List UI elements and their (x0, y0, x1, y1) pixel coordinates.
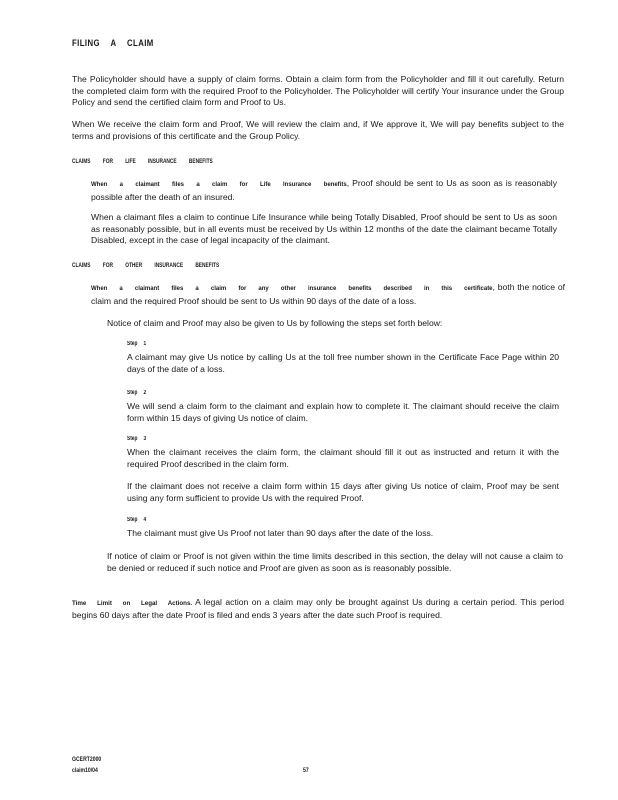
footer-version-code: claim10/04 (72, 767, 98, 774)
step-2-label: Step 2 (127, 390, 147, 396)
legal-actions-paragraph (72, 597, 564, 621)
other-claims-rest: , both the notice of claim and the required Proof should be sent to Us within 90 days of the date of a loss. (91, 282, 565, 306)
other-claims-heading: CLAIMS FOR OTHER INSURANCE BENEFITS (72, 262, 220, 269)
page-number: 57 (303, 767, 309, 774)
life-claims-paragraph-2: When a claimant files a claim to continue Life Insurance while being Totally Disabled, Proof should be sent to Us as soon as reasonably possible, but in all events must be received by Us within 12 months of the date the claimant became Totally Disabled, except in the case of legal incapacity of the claimant. (91, 212, 557, 246)
other-claims-lead: When a claimant files a claim for any other insurance benefits described in this certificate (91, 286, 493, 292)
step-4-text: The claimant must give Us Proof not later than 90 days after the date of the loss. (127, 528, 434, 538)
other-claims-paragraph-1 (91, 282, 565, 307)
step-3-extra-text: If the claimant does not receive a claim form within 15 days after giving Us notice of claim, Proof may be sent using any form sufficient to provide Us with the required Proof. (127, 481, 559, 503)
footer-form-code: GCERT2000 (72, 756, 102, 763)
intro-paragraph-1: The Policyholder should have a supply of claim forms. Obtain a claim form from the Policyholder and fill it out carefully. Return the completed claim form with the required Proof to the Policyholder. The Policyholder will certify Your insurance under the Group Policy and send the certified claim form and Proof to Us. (72, 74, 564, 108)
step-2-text: We will send a claim form to the claimant and explain how to complete it. The claimant should receive the claim form within 15 days of giving Us notice of claim. (127, 401, 559, 423)
life-claims-paragraph-1 (91, 178, 557, 203)
step-3-label: Step 3 (127, 436, 147, 442)
life-claims-heading: CLAIMS FOR LIFE INSURANCE BENEFITS (72, 158, 213, 165)
life-claims-rest: , Proof should be sent to Us as soon as is reasonably possible after the death of an insured. (91, 178, 557, 202)
step-4-label: Step 4 (127, 517, 147, 523)
step-1-label: Step 1 (127, 341, 147, 347)
step-3-text: When the claimant receives the claim form, the claimant should fill it out as instructed and return it with the required Proof described in the claim form. (127, 447, 559, 469)
intro-paragraph-2: When We receive the claim form and Proof, We will review the claim and, if We approve it, We will pay benefits subject to the terms and provisions of this certificate and the Group Policy. (72, 119, 564, 141)
life-claims-lead: When a claimant files a claim for Life Insurance benefits (91, 182, 347, 188)
notice-paragraph: Notice of claim and Proof may also be given to Us by following the steps set forth below: (107, 318, 443, 328)
time-limit-paragraph: If notice of claim or Proof is not given within the time limits described in this section, the delay will not cause a claim to be denied or reduced if such notice and Proof are given as soon as is reasonably possible. (107, 551, 563, 573)
legal-actions-label: Time Limit on Legal Actions. (72, 600, 193, 607)
step-1-text: A claimant may give Us notice by calling Us at the toll free number shown in the Certificate Face Page within 20 days of the date of a loss. (127, 352, 559, 374)
page-title: FILING A CLAIM (72, 38, 154, 49)
legal-actions-text: A legal action on a claim may only be brought against Us during a certain period. This period begins 60 days after the date Proof is filed and ends 3 years after the date such Proof is required. (72, 597, 564, 620)
